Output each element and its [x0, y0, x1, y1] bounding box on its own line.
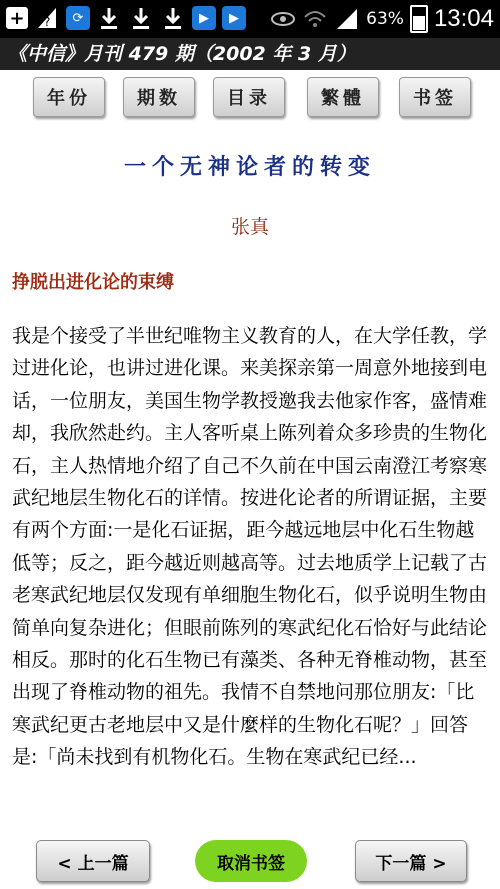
- article-author: 张真: [230, 216, 269, 238]
- traditional-chinese-button[interactable]: 繁體: [307, 77, 379, 117]
- article-body: 我是个接受了半世纪唯物主义教育的人，在大学任教，学过进化论，也讲过进化课。来美探亲第一周意外地接到电话，一位朋友，美国生物学教授邀我去他家作客，盛情难却，我欣然赴约。主人客听桌上陈列着众多珍贵的生物化石，主人热情地介绍了自己不久前在中国云南澄江考察寒武纪地层生物化石的详情。按进化论者的所谓证据，主要有两个方面:一是化石证据，距今越远地层中化石生物越低等；反之，距今越近则越高等。过去地质学上记载了古老寒武纪地层仅发现有单细胞生物化石，似乎说明生物由简单向复杂进化；但眼前陈列的寒武纪化石恰好与此结论相反。那时的化石生物已有藻类、各种无脊椎动物，甚至出现了脊椎动物的祖先。我情不自禁地问那位朋友:「比寒武纪更古老地层中又是什麼样的生物化石呢？」回答是:「尚未找到有机物化石。生物在寒武纪已经...: [12, 325, 488, 769]
- eye-icon: [270, 5, 296, 33]
- notification-icons: [6, 4, 246, 32]
- svg-text:?: ?: [44, 15, 51, 29]
- bottom-navigation: [0, 832, 500, 889]
- media-icon: ▶: [222, 6, 246, 30]
- system-indicators: [270, 0, 494, 38]
- year-button[interactable]: 年份: [33, 77, 105, 117]
- next-article-button[interactable]: 下一篇 >: [355, 840, 467, 882]
- section-heading: 挣脱出进化论的束缚: [12, 272, 174, 293]
- download-icon: [96, 4, 122, 32]
- article-title: 一个无神论者的转变: [123, 155, 376, 180]
- app-title-bar: 《中信》月刊 479 期（2002 年 3 月）: [0, 38, 500, 70]
- status-bar: [0, 0, 500, 38]
- issue-button[interactable]: 期数: [123, 77, 195, 117]
- cellular-signal-icon: [334, 5, 360, 33]
- plus-icon: +: [6, 7, 28, 29]
- battery-percent: 63%: [366, 9, 404, 29]
- toc-button[interactable]: 目录: [213, 77, 285, 117]
- sync-badge-icon: ⟳: [66, 6, 90, 30]
- bookmark-button[interactable]: 书签: [399, 77, 471, 117]
- media-icon: ▶: [192, 6, 216, 30]
- battery-icon: [410, 5, 428, 33]
- cancel-bookmark-button[interactable]: 取消书签: [195, 840, 307, 882]
- previous-article-button[interactable]: < 上一篇: [36, 840, 150, 882]
- wifi-icon: [302, 5, 328, 33]
- clock: 13:04: [433, 5, 494, 32]
- download-icon: [160, 4, 186, 32]
- signal-question-icon: [34, 4, 60, 32]
- toolbar: [0, 70, 500, 120]
- download-icon: [128, 4, 154, 32]
